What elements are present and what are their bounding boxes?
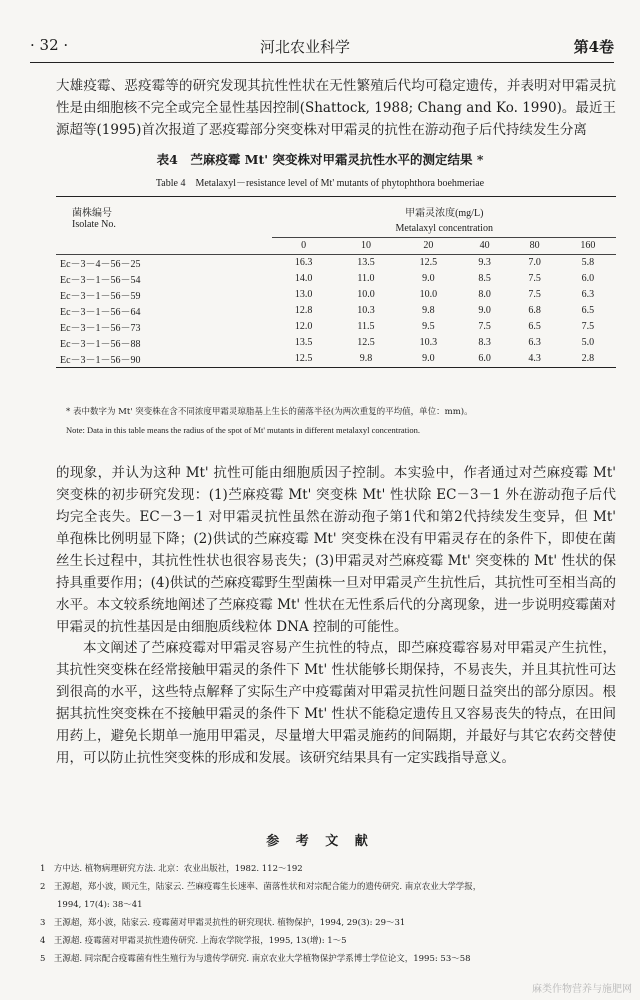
volume-number: 第4卷 <box>573 38 614 56</box>
table-row <box>56 303 616 319</box>
conc-value: 0 <box>301 240 307 251</box>
radius-value: 7.5 <box>528 289 541 300</box>
table-caption-cn: 表4 苎麻疫霉 Mt' 突变株对甲霜灵抗性水平的测定结果 * <box>156 152 484 167</box>
reference-item: 2 王源超，郑小波，顾元生，陆家云. 苎麻疫霉生长速率、菌落性状和对宗配合能力的遗传研究. 南京农业大学学报， <box>40 882 482 892</box>
isolate-id: Ec－3－4－56－25 <box>60 259 141 270</box>
radius-value: 7.5 <box>528 273 541 284</box>
table-row <box>56 351 616 368</box>
radius-value: 9.0 <box>478 305 491 316</box>
radius-value: 6.5 <box>528 321 541 332</box>
radius-value: 11.5 <box>357 321 375 332</box>
radius-value: 12.5 <box>294 353 313 364</box>
radius-value: 6.0 <box>581 273 595 284</box>
table-row <box>56 271 616 287</box>
table-row <box>56 335 616 351</box>
body-paragraph-conclusion: 本文阐述了苎麻疫霉对甲霜灵容易产生抗性的特点，即苎麻疫霉容易对甲霜灵产生抗性，其抗性突变株在经常接触甲霜灵的条件下 Mt' 性状能够长期保持，不易丧失，并且其抗性可达到很高的水平，这些特点解释了实际生产中疫霉菌对甲霜灵抗性问题日益突出的部分原因。根据其抗性突变株在不接触甲霜灵的条件下 Mt' 性状不能稳定遗传且又容易丧失的特点，在田间用药上，避免长期单一施用甲霜灵，尽量增大甲霜灵施药的间隔期，并最好与其它农药交替使用，可以防止抗性突变株的形成和发展。该研究结果具有一定实践指导意义。 <box>56 640 616 766</box>
conc-value: 80 <box>529 240 540 251</box>
radius-value: 13.5 <box>357 257 375 268</box>
radius-value: 9.0 <box>422 353 435 364</box>
radius-value: 9.5 <box>422 321 435 332</box>
radius-value: 10.3 <box>419 337 438 348</box>
reference-item: 5 王源超. 同宗配合疫霉菌有性生殖行为与遗传学研究. 南京农业大学植物保护学系博士学位论文，1995: 53～58 <box>40 954 471 964</box>
references-title: 参 考 文 献 <box>266 834 374 849</box>
reference-item: 1 方中达. 植物病理研究方法. 北京：农业出版社，1982. 112～192 <box>40 864 303 874</box>
references-list <box>40 860 610 968</box>
isolate-id: Ec－3－1－56－73 <box>60 323 141 334</box>
table-row <box>56 254 616 271</box>
conc-value: 160 <box>580 240 596 251</box>
conc-head-en: Metalaxyl concentration <box>272 220 616 237</box>
radius-value: 5.8 <box>581 257 595 268</box>
isolate-id: Ec－3－1－56－90 <box>60 355 141 366</box>
conc-value: 20 <box>423 240 434 251</box>
radius-value: 12.5 <box>419 257 438 268</box>
isolate-id: Ec－3－1－56－64 <box>60 307 141 318</box>
radius-value: 12.0 <box>294 321 313 332</box>
radius-value: 5.0 <box>581 337 595 348</box>
radius-value: 8.0 <box>478 289 491 300</box>
isolate-head-en: Isolate No. <box>72 219 116 230</box>
reference-item: 3 王源超，郑小波，陆家云. 疫霉菌对甲霜灵抗性的研究现状. 植物保护，1994, 29(3): 29～31 <box>40 918 406 928</box>
conc-value: 10 <box>361 240 371 251</box>
radius-value: 6.8 <box>528 305 541 316</box>
radius-value: 14.0 <box>294 273 313 284</box>
radius-value: 12.8 <box>294 305 313 316</box>
radius-value: 8.3 <box>478 337 491 348</box>
radius-value: 10.0 <box>419 289 438 300</box>
isolate-id: Ec－3－1－56－59 <box>60 291 141 302</box>
page-number: · 32 · <box>30 36 69 54</box>
table-row <box>56 319 616 335</box>
radius-value: 13.0 <box>294 289 313 300</box>
isolate-id: Ec－3－1－56－88 <box>60 339 141 350</box>
table-note-en: Note: Data in this table means the radius of the spot of Mt' mutants in different metalaxyl concentration. <box>66 425 421 435</box>
isolate-head-cn: 菌株编号 <box>72 208 112 219</box>
conc-value: 40 <box>479 240 490 251</box>
table-row <box>56 287 616 303</box>
radius-value: 7.0 <box>528 257 541 268</box>
body-paragraph-top: 大雄疫霉、恶疫霉等的研究发现其抗性性状在无性繁殖后代均可稳定遗传，并表明对甲霜灵抗性是由细胞核不完全或完全显性基因控制(Shattock, 1988; Chang and Ko. 1990)。最近王源超等(1995)首次报道了恶疫霉部分突变株对甲霜灵的抗性在游动孢子后代持续发生分离 <box>56 78 616 138</box>
journal-name: 河北农业科学 <box>260 38 351 56</box>
radius-value: 6.3 <box>528 337 541 348</box>
reference-item: 1994, 17(4): 38～41 <box>40 900 143 910</box>
isolate-id: Ec－3－1－56－54 <box>60 275 141 286</box>
radius-value: 7.5 <box>478 321 491 332</box>
radius-value: 2.8 <box>581 353 595 364</box>
body-paragraph-middle: 的现象，并认为这种 Mt' 抗性可能由细胞质因子控制。本实验中，作者通过对苎麻疫霉 Mt' 突变株的初步研究发现：(1)苎麻疫霉 Mt' 突变株 Mt' 性状除 EC－3－1 外在游动孢子后代均完全丧失。EC－3－1 对甲霜灵抗性虽然在游动孢子第1代和第2代持续发生变异，但 Mt' 单孢株比例明显下降；(2)供试的苎麻疫霉 Mt' 突变株在没有甲霜灵存在的条件下，即使在菌丝生长过程中，其抗性性状也很容易丧失；(3)甲霜灵对苎麻疫霉 Mt' 突变株的 Mt' 性状的保持具重要作用；(4)供试的苎麻疫霉野生型菌株一旦对甲霜灵产生抗性后，其抗性可至相当高的水平。本文较系统地阐述了苎麻疫霉 Mt' 性状在无性系后代的分离现象，进一步说明疫霉菌对甲霜灵的抗性基因是由细胞质线粒体 DNA 控制的可能性。 <box>56 465 616 635</box>
watermark: 麻类作物营养与施肥网 <box>532 984 632 995</box>
running-header <box>30 36 614 63</box>
radius-value: 10.3 <box>357 305 375 316</box>
radius-value: 9.8 <box>359 353 373 364</box>
table-caption-en: Table 4 Metalaxyl－resistance level of Mt' mutants of phytophthora boehmeriae <box>155 178 485 189</box>
radius-value: 10.0 <box>357 289 375 300</box>
radius-value: 9.0 <box>422 273 435 284</box>
radius-value: 8.5 <box>478 273 491 284</box>
conc-value-row <box>56 237 616 254</box>
radius-value: 16.3 <box>294 257 313 268</box>
radius-value: 6.0 <box>478 353 491 364</box>
radius-value: 6.3 <box>581 289 595 300</box>
radius-value: 9.3 <box>478 257 491 268</box>
reference-item: 4 王源超. 疫霉菌对甲霜灵抗性遗传研究. 上海农学院学报，1995, 13(增): 1～5 <box>40 936 347 946</box>
radius-value: 12.5 <box>357 337 375 348</box>
radius-value: 11.0 <box>357 273 375 284</box>
table-note-cn: * 表中数字为 Mt' 突变株在含不同浓度甲霜灵琼脂基上生长的菌落半径(为两次重复的平均值，单位：mm)。 <box>66 407 473 417</box>
radius-value: 4.3 <box>528 353 541 364</box>
radius-value: 13.5 <box>294 337 313 348</box>
metalaxyl-resistance-table <box>56 196 616 368</box>
conc-head-cn: 甲霜灵浓度(mg/L) <box>405 207 484 219</box>
radius-value: 9.8 <box>422 305 435 316</box>
radius-value: 6.5 <box>581 305 595 316</box>
isolate-col-head <box>56 197 272 238</box>
radius-value: 7.5 <box>581 321 595 332</box>
